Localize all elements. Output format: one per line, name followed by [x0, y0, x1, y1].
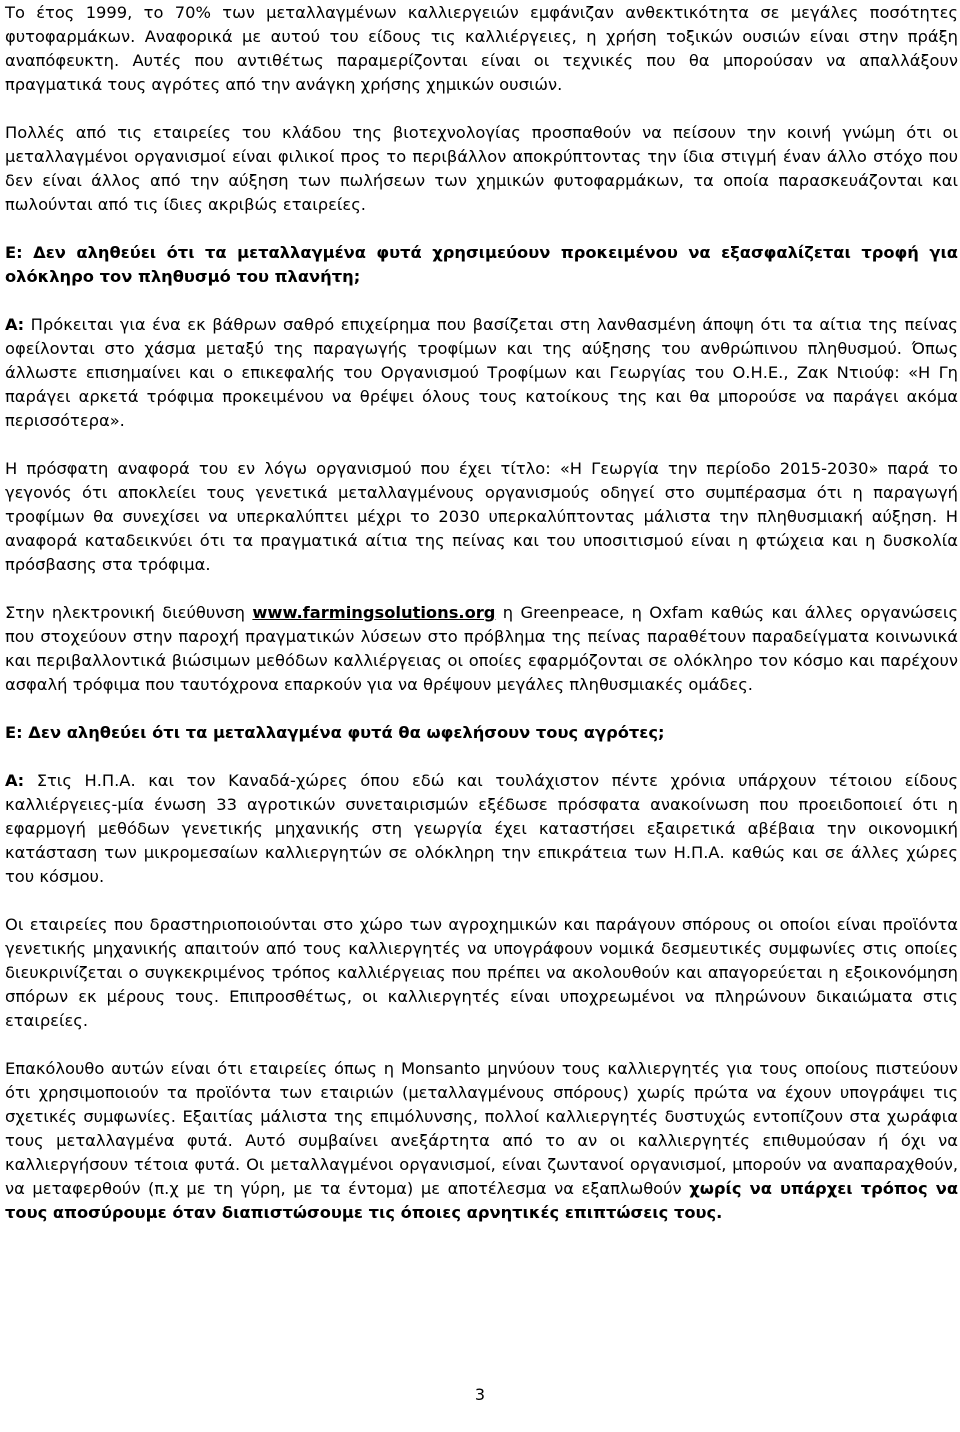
answer-farmers-benefit — [5, 769, 958, 889]
answer-prefix: Α: — [5, 771, 25, 790]
paragraph-monsanto-lawsuits — [5, 1057, 958, 1225]
question-world-food: Ε: Δεν αληθεύει ότι τα μεταλλαγμένα φυτά χρησιμεύουν προκειμένου να εξασφαλίζεται τροφή για ολόκληρο τον πληθυσμό του πλανήτη; — [5, 243, 958, 286]
answer-world-food — [5, 313, 958, 433]
answer-prefix: Α: — [5, 315, 25, 334]
answer-text: Πρόκειται για ένα εκ βάθρων σαθρό επιχείρημα που βασίζεται στη λανθασμένη άποψη ότι τα αίτια της πείνας οφείλονται στο χάσμα μεταξύ της παραγωγής τροφίμων και της αύξησης του ανθρώπινου πληθυσμού. Όπως άλλωστε επισημαίνει και ο επικεφαλής του Οργανισμού Τροφίμων και Γεωργίας του Ο.Η.Ε., Ζακ Ντιούφ: «Η Γη παράγει αρκετά τρόφιμα προκειμένου να θρέψει όλους τους κατοίκους της και θα μπορούσε να παράγει ακόμα περισσότερα». — [5, 315, 958, 430]
answer-text: Στις Η.Π.Α. και τον Καναδά-χώρες όπου εδώ και τουλάχιστον πέντε χρόνια υπάρχουν τέτοιου είδους καλλιέργειες-μία ένωση 33 αγροτικών συνεταιρισμών εξέδωσε πρόσφατα ανακοίνωση που προειδοποιεί ότι η εφαρμογή μεθόδων γενετικής μηχανικής στη γεωργία έχει καταστήσει εξαιρετικά αβέβαια την οικονομική κατάσταση των μικρομεσαίων καλλιεργητών σε ολόκληρη την επικράτεια των Η.Π.Α. καθώς και σε άλλες χώρες του κόσμου. — [5, 771, 958, 886]
page-number: 3 — [474, 1385, 486, 1404]
paragraph-fao-report: Η πρόσφατη αναφορά του εν λόγω οργανισμού που έχει τίτλο: «Η Γεωργία την περίοδο 2015-2030» παρά το γεγονός ότι αποκλείει τους γενετικά μεταλλαγμένους οργανισμούς οδηγεί στο συμπέρασμα ότι η παραγωγή τροφίμων θα συνεχίσει να υπερκαλύπτει μέχρι το 2030 υπερκαλύπτοντας μάλιστα την πληθυσμιακή αύξηση. Η αναφορά καταδεικνύει ότι τα πραγματικά αίτια της πείνας και του υποσιτισμού είναι η φτώχεια και η δυσκολία πρόσβασης στα τρόφιμα. — [5, 459, 958, 574]
paragraph-bold-conclusion: χωρίς να υπάρχει τρόπος να τους αποσύρουμε όταν διαπιστώσουμε τις όποιες αρνητικές επιπτώσεις τους. — [5, 1179, 959, 1222]
paragraph-farming-solutions — [5, 601, 958, 697]
question-farmers-benefit: Ε: Δεν αληθεύει ότι τα μεταλλαγμένα φυτά θα ωφελήσουν τους αγρότες; — [5, 723, 665, 742]
paragraph-text-after-link: η Greenpeace, η Oxfam καθώς και άλλες οργανώσεις που στοχεύουν στην παροχή πραγματικών λύσεων στο πρόβλημα της πείνας παραθέτουν παραδείγματα κοινωνικά και περιβαλλοντικά βιώσιμων μεθόδων καλλιέργειας οι οποίες εφαρμόζονται σε ολόκληρο τον κόσμο και παρέχουν ασφαλή τρόφιμα που ταυτόχρονα επαρκούν για να θρέψουν μεγάλες πληθυσμιακές ομάδες. — [5, 603, 958, 694]
paragraph-biotech-companies: Πολλές από τις εταιρείες του κλάδου της βιοτεχνολογίας προσπαθούν να πείσουν την κοινή γνώμη ότι οι μεταλλαγμένοι οργανισμοί είναι φιλικοί προς το περιβάλλον αποκρύπτοντας την ίδια στιγμή έναν άλλο στόχο που δεν είναι άλλος από την αύξηση των πωλήσεων των χημικών φυτοφαρμάκων, τα οποία παρασκευάζονται και πωλούνται από τις ίδιες ακριβώς εταιρείες. — [5, 123, 958, 214]
paragraph-text: Επακόλουθο αυτών είναι ότι εταιρείες όπως η Monsanto μηνύουν τους καλλιεργητές για τους οποίους πιστεύουν ότι χρησιμοποιούν τα προϊόντα των εταιριών (μεταλλαγμένους σπόρους) χωρίς πρώτα να έχουν υπογράψει τις σχετικές συμφωνίες. Εξαιτίας μάλιστα της επιμόλυνσης, πολλοί καλλιεργητές δυστυχώς εντοπίζουν στα χωράφια τους μεταλλαγμένα φυτά. Αυτό συμβαίνει ανεξάρτητα από το αν οι καλλιεργητές επιθυμούσαν ή όχι να καλλιεργήσουν τέτοια φυτά. Οι μεταλλαγμένοι οργανισμοί, είναι ζωντανοί οργανισμοί, μπορούν να αναπαραχθούν, να μεταφερθούν (π.χ με τη γύρη, με τα έντομα) με αποτέλεσμα να εξαπλωθούν — [5, 1059, 958, 1198]
paragraph-text-before-link: Στην ηλεκτρονική διεύθυνση — [5, 603, 253, 622]
farmingsolutions-link[interactable]: www.farmingsolutions.org — [252, 603, 496, 622]
paragraph-pesticide-resistance: Το έτος 1999, το 70% των μεταλλαγμένων καλλιεργειών εμφάνιζαν ανθεκτικότητα σε μεγάλες ποσότητες φυτοφαρμάκων. Αναφορικά με αυτού του είδους τις καλλιέργειες, η χρήση τοξικών ουσιών είναι στην πράξη αναπόφευκτη. Αυτές που αντιθέτως παραμερίζονται είναι οι τεχνικές που θα μπορούσαν να απαλλάξουν πραγματικά τους αγρότες από την ανάγκη χρήσης χημικών ουσιών. — [5, 3, 958, 94]
paragraph-agrochemical-contracts: Οι εταιρείες που δραστηριοποιούνται στο χώρο των αγροχημικών και παράγουν σπόρους οι οποίοι είναι προϊόντα γενετικής μηχανικής απαιτούν από τους καλλιεργητές να υπογράφουν νομικά δεσμευτικές συμφωνίες στις οποίες διευκρινίζεται ο συγκεκριμένος τρόπος καλλιέργειας που πρέπει να ακολουθούν και απαγορεύεται η εξοικονόμηση σπόρων εκ μέρους τους. Επιπροσθέτως, οι καλλιεργητές είναι υποχρεωμένοι να πληρώνουν δικαιώματα στις εταιρείες. — [5, 915, 958, 1030]
